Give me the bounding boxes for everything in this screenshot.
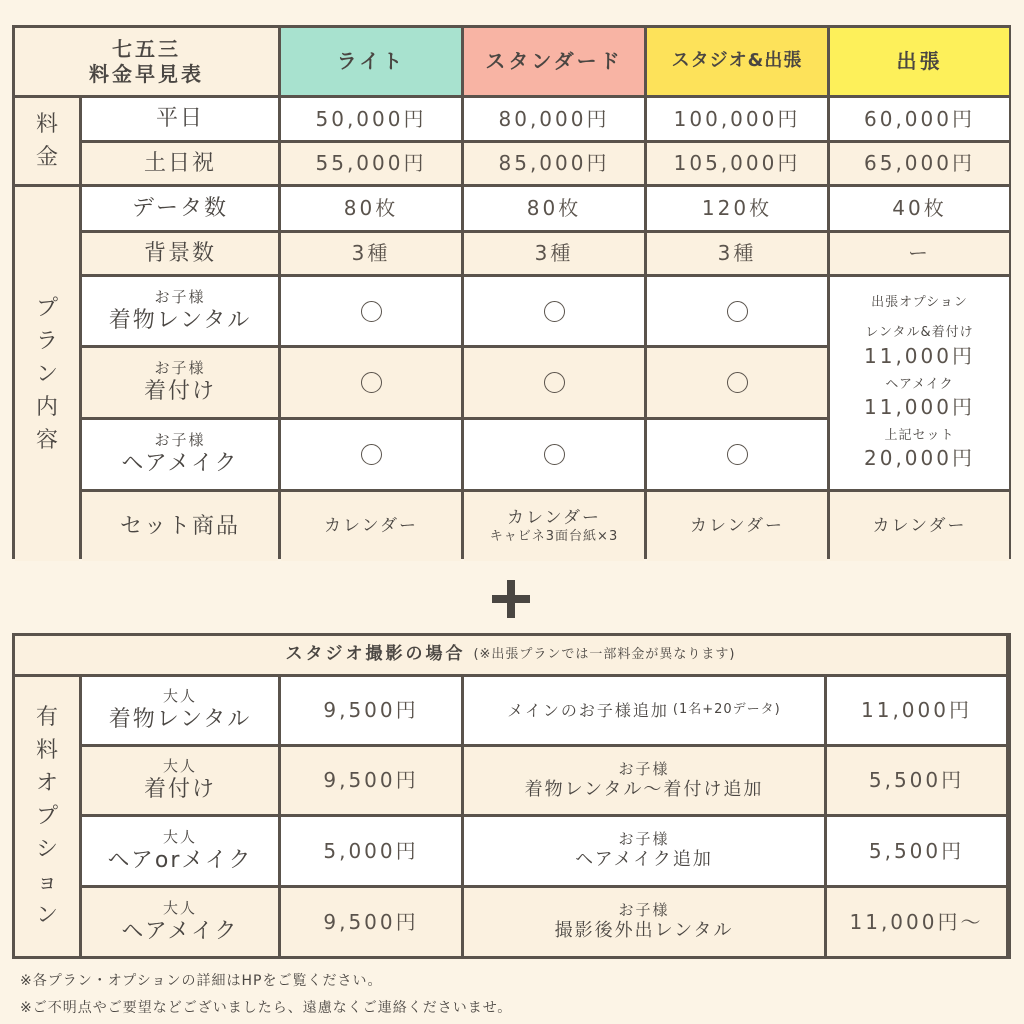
price-weekday-outcall: 60,000円 (830, 98, 1009, 140)
row-label-set-items: セット商品 (82, 492, 278, 561)
circle-icon (361, 301, 382, 322)
hairmake-lite (281, 420, 461, 489)
set-items-lite: カレンダー (281, 492, 461, 561)
price-weekday-studio: 100,000円 (647, 98, 827, 140)
row-label-data-count: データ数 (82, 187, 278, 230)
outcall-hair-label: ヘアメイク (885, 376, 954, 392)
row-label-kimono: お子様 着物レンタル (82, 277, 278, 345)
price-weekend-studio: 105,000円 (647, 143, 827, 184)
adult-option-hairmake: 大人 ヘアメイク (82, 888, 278, 956)
set-items-standard: カレンダー キャビネ3面台紙×3 (464, 492, 644, 561)
child-option-outing-rental-price: 11,000円〜 (827, 888, 1006, 956)
child-option-kimono-dressing-price: 5,500円 (827, 747, 1006, 814)
backgrounds-studio: 3種 (647, 233, 827, 274)
studio-options-table (12, 633, 1011, 959)
circle-icon (361, 372, 382, 393)
child-option-add-main-price: 11,000円 (827, 677, 1006, 744)
child-option-add-main: メインのお子様追加 (1名+20データ) (464, 677, 824, 744)
set-items-outcall: カレンダー (830, 492, 1009, 561)
circle-icon (727, 372, 748, 393)
child-option-kimono-dressing: お子様 着物レンタル〜着付け追加 (464, 747, 824, 814)
table-title-line1: 七五三 (112, 36, 181, 61)
outcall-rental-label: レンタル&着付け (865, 325, 974, 341)
dressing-standard (464, 348, 644, 417)
outcall-set-price: 20,000円 (864, 446, 975, 470)
section-label-paid-options: 有料オプション (15, 677, 79, 956)
kimono-studio (647, 277, 827, 345)
dressing-studio (647, 348, 827, 417)
row-label-hairmake: お子様 ヘアメイク (82, 420, 278, 489)
kimono-lite (281, 277, 461, 345)
hairmake-standard (464, 420, 644, 489)
row-label-weekend: 土日祝 (82, 143, 278, 184)
plan-header-outcall: 出張 (830, 28, 1009, 95)
price-weekend-outcall: 65,000円 (830, 143, 1009, 184)
circle-icon (727, 301, 748, 322)
adult-option-hair-or-make-price: 5,000円 (281, 817, 461, 885)
outcall-rental-price: 11,000円 (864, 343, 975, 368)
circle-icon (544, 372, 565, 393)
price-weekend-standard: 85,000円 (464, 143, 644, 184)
adult-option-hair-or-make: 大人 ヘアorメイク (82, 817, 278, 885)
table-title-line2: 料金早見表 (89, 61, 204, 86)
outcall-set-label: 上記セット (884, 427, 955, 443)
outcall-hair-price: 11,000円 (864, 394, 975, 419)
section-label-price: 料金 (15, 98, 79, 184)
plan-header-lite: ライト (281, 28, 461, 95)
dressing-lite (281, 348, 461, 417)
kimono-standard (464, 277, 644, 345)
outcall-options-title: 出張オプション (871, 295, 968, 310)
data-count-studio: 120枚 (647, 187, 827, 230)
price-weekend-lite: 55,000円 (281, 143, 461, 184)
plan-header-standard: スタンダード (464, 28, 644, 95)
adult-option-kimono-price: 9,500円 (281, 677, 461, 744)
child-option-outing-rental: お子様 撮影後外出レンタル (464, 888, 824, 956)
plus-icon (492, 580, 530, 618)
child-option-hairmake-price: 5,500円 (827, 817, 1006, 885)
adult-option-hairmake-price: 9,500円 (281, 888, 461, 956)
data-count-lite: 80枚 (281, 187, 461, 230)
backgrounds-outcall: ー (830, 233, 1009, 274)
footnote-2: ※ご不明点やご要望などございましたら、遠慮なくご連絡くださいませ。 (20, 1000, 513, 1016)
footnotes (20, 968, 512, 1022)
backgrounds-lite: 3種 (281, 233, 461, 274)
data-count-standard: 80枚 (464, 187, 644, 230)
footnote-1: ※各プラン・オプションの詳細はHPをご覧ください。 (20, 973, 383, 989)
row-label-dressing: お子様 着付け (82, 348, 278, 417)
circle-icon (544, 301, 565, 322)
row-label-weekday: 平日 (82, 98, 278, 140)
plan-header-studio-outcall: スタジオ&出張 (647, 28, 827, 95)
circle-icon (361, 444, 382, 465)
outcall-options (830, 277, 1009, 489)
circle-icon (544, 444, 565, 465)
hairmake-studio (647, 420, 827, 489)
price-weekday-standard: 80,000円 (464, 98, 644, 140)
data-count-outcall: 40枚 (830, 187, 1009, 230)
studio-options-title: スタジオ撮影の場合 (※出張プランでは一部料金が異なります) (15, 636, 1006, 674)
price-weekday-lite: 50,000円 (281, 98, 461, 140)
section-label-plan: プラン内容 (15, 187, 79, 561)
price-table (12, 25, 1011, 559)
adult-option-dressing-price: 9,500円 (281, 747, 461, 814)
adult-option-kimono: 大人 着物レンタル (82, 677, 278, 744)
backgrounds-standard: 3種 (464, 233, 644, 274)
adult-option-dressing: 大人 着付け (82, 747, 278, 814)
row-label-backgrounds: 背景数 (82, 233, 278, 274)
table-title (15, 28, 278, 95)
child-option-hairmake: お子様 ヘアメイク追加 (464, 817, 824, 885)
circle-icon (727, 444, 748, 465)
set-items-studio: カレンダー (647, 492, 827, 561)
